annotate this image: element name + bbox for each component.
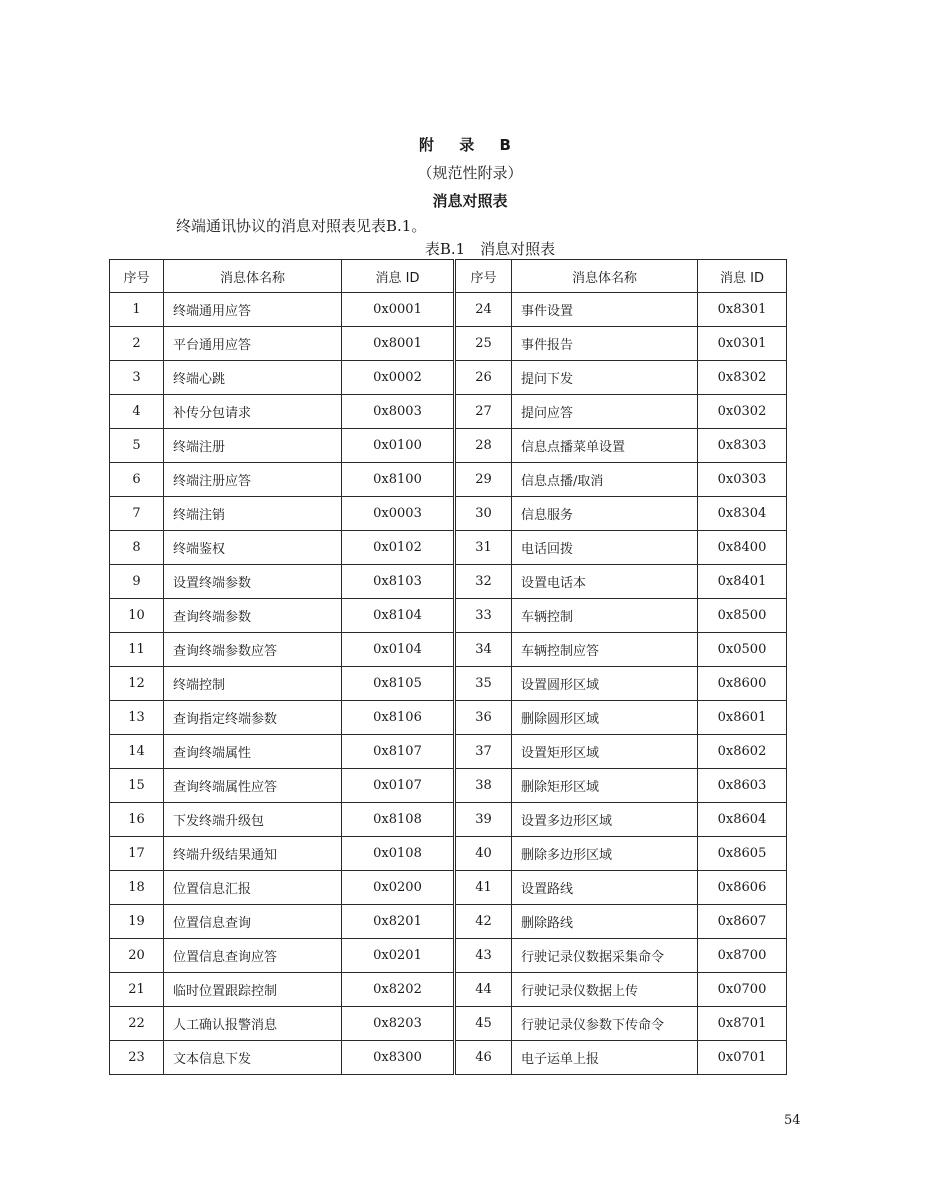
cell-seq-right: 31 [455, 531, 512, 565]
cell-seq-right: 29 [455, 463, 512, 497]
cell-name-right: 提问下发 [512, 361, 698, 395]
cell-name-left: 查询终端属性 [164, 735, 342, 769]
cell-id-right: 0x0700 [698, 973, 787, 1007]
cell-name-left: 查询终端参数应答 [164, 633, 342, 667]
cell-name-left: 终端通用应答 [164, 293, 342, 327]
cell-name-left: 人工确认报警消息 [164, 1007, 342, 1041]
cell-id-left: 0x8104 [342, 599, 455, 633]
cell-seq-right: 33 [455, 599, 512, 633]
cell-name-right: 删除路线 [512, 905, 698, 939]
table-row [110, 939, 787, 973]
cell-name-right: 设置矩形区域 [512, 735, 698, 769]
table-row [110, 735, 787, 769]
table-row [110, 565, 787, 599]
cell-id-right: 0x8603 [698, 769, 787, 803]
header-name-right: 消息体名称 [512, 260, 698, 293]
cell-name-right: 事件报告 [512, 327, 698, 361]
cell-seq-left: 4 [110, 395, 164, 429]
cell-name-left: 查询终端参数 [164, 599, 342, 633]
cell-seq-left: 18 [110, 871, 164, 905]
table-row [110, 803, 787, 837]
cell-seq-left: 1 [110, 293, 164, 327]
cell-name-left: 位置信息查询应答 [164, 939, 342, 973]
header-id-right: 消息 ID [698, 260, 787, 293]
cell-name-left: 终端注册 [164, 429, 342, 463]
cell-seq-left: 2 [110, 327, 164, 361]
cell-id-left: 0x8103 [342, 565, 455, 599]
cell-id-right: 0x8600 [698, 667, 787, 701]
cell-id-right: 0x0500 [698, 633, 787, 667]
cell-name-left: 查询指定终端参数 [164, 701, 342, 735]
cell-id-left: 0x8003 [342, 395, 455, 429]
table-row [110, 497, 787, 531]
cell-id-right: 0x0701 [698, 1041, 787, 1075]
cell-seq-left: 3 [110, 361, 164, 395]
cell-id-right: 0x8604 [698, 803, 787, 837]
cell-id-left: 0x0001 [342, 293, 455, 327]
cell-seq-left: 16 [110, 803, 164, 837]
table-row [110, 973, 787, 1007]
table-row [110, 531, 787, 565]
cell-seq-left: 12 [110, 667, 164, 701]
cell-id-left: 0x8106 [342, 701, 455, 735]
cell-seq-right: 40 [455, 837, 512, 871]
page-number: 54 [784, 1113, 801, 1128]
cell-seq-left: 6 [110, 463, 164, 497]
cell-seq-left: 11 [110, 633, 164, 667]
cell-id-left: 0x8107 [342, 735, 455, 769]
cell-seq-left: 5 [110, 429, 164, 463]
table-row [110, 667, 787, 701]
cell-seq-left: 10 [110, 599, 164, 633]
cell-name-right: 车辆控制 [512, 599, 698, 633]
table-row [110, 769, 787, 803]
cell-id-right: 0x8401 [698, 565, 787, 599]
cell-id-right: 0x8400 [698, 531, 787, 565]
cell-id-left: 0x8001 [342, 327, 455, 361]
cell-seq-right: 35 [455, 667, 512, 701]
cell-name-right: 信息点播/取消 [512, 463, 698, 497]
table-row [110, 837, 787, 871]
cell-name-left: 设置终端参数 [164, 565, 342, 599]
cell-id-right: 0x8701 [698, 1007, 787, 1041]
cell-id-left: 0x0108 [342, 837, 455, 871]
appendix-subheading: （规范性附录） [417, 164, 523, 182]
cell-name-right: 设置圆形区域 [512, 667, 698, 701]
cell-seq-left: 19 [110, 905, 164, 939]
cell-id-left: 0x0003 [342, 497, 455, 531]
cell-seq-right: 28 [455, 429, 512, 463]
cell-seq-right: 30 [455, 497, 512, 531]
cell-name-right: 删除圆形区域 [512, 701, 698, 735]
cell-id-left: 0x0100 [342, 429, 455, 463]
header-id-left: 消息 ID [342, 260, 455, 293]
cell-id-left: 0x0002 [342, 361, 455, 395]
cell-seq-right: 34 [455, 633, 512, 667]
cell-seq-left: 14 [110, 735, 164, 769]
cell-id-right: 0x8602 [698, 735, 787, 769]
cell-id-right: 0x8607 [698, 905, 787, 939]
cell-name-right: 行驶记录仪数据上传 [512, 973, 698, 1007]
cell-id-left: 0x8300 [342, 1041, 455, 1075]
cell-name-left: 下发终端升级包 [164, 803, 342, 837]
table-row [110, 905, 787, 939]
cell-name-left: 终端升级结果通知 [164, 837, 342, 871]
cell-name-right: 提问应答 [512, 395, 698, 429]
cell-id-left: 0x0104 [342, 633, 455, 667]
cell-id-left: 0x0201 [342, 939, 455, 973]
cell-name-right: 事件设置 [512, 293, 698, 327]
cell-id-right: 0x0302 [698, 395, 787, 429]
cell-id-right: 0x8303 [698, 429, 787, 463]
table-caption: 表B.1 消息对照表 [424, 240, 556, 258]
cell-seq-left: 20 [110, 939, 164, 973]
cell-name-left: 终端心跳 [164, 361, 342, 395]
header-name-left: 消息体名称 [164, 260, 342, 293]
cell-seq-left: 22 [110, 1007, 164, 1041]
cell-seq-left: 8 [110, 531, 164, 565]
cell-name-left: 位置信息汇报 [164, 871, 342, 905]
cell-seq-left: 17 [110, 837, 164, 871]
cell-seq-right: 45 [455, 1007, 512, 1041]
cell-seq-right: 41 [455, 871, 512, 905]
cell-seq-left: 9 [110, 565, 164, 599]
appendix-title: 消息对照表 [432, 192, 508, 210]
cell-id-right: 0x8304 [698, 497, 787, 531]
header-seq-left: 序号 [110, 260, 164, 293]
cell-id-left: 0x0107 [342, 769, 455, 803]
cell-name-left: 终端控制 [164, 667, 342, 701]
table-row [110, 429, 787, 463]
header-seq-right: 序号 [455, 260, 512, 293]
table-row [110, 1041, 787, 1075]
cell-id-left: 0x8100 [342, 463, 455, 497]
table-row [110, 633, 787, 667]
cell-seq-left: 15 [110, 769, 164, 803]
cell-seq-right: 27 [455, 395, 512, 429]
cell-name-right: 电子运单上报 [512, 1041, 698, 1075]
cell-id-right: 0x8601 [698, 701, 787, 735]
cell-name-left: 终端鉴权 [164, 531, 342, 565]
cell-seq-right: 36 [455, 701, 512, 735]
cell-name-left: 临时位置跟踪控制 [164, 973, 342, 1007]
cell-seq-right: 46 [455, 1041, 512, 1075]
cell-id-right: 0x8605 [698, 837, 787, 871]
table-row [110, 871, 787, 905]
cell-name-left: 平台通用应答 [164, 327, 342, 361]
cell-seq-right: 26 [455, 361, 512, 395]
intro-paragraph: 终端通讯协议的消息对照表见表B.1。 [176, 217, 427, 235]
cell-seq-left: 21 [110, 973, 164, 1007]
cell-seq-right: 25 [455, 327, 512, 361]
cell-name-right: 设置路线 [512, 871, 698, 905]
cell-id-right: 0x8606 [698, 871, 787, 905]
cell-seq-right: 42 [455, 905, 512, 939]
cell-seq-right: 39 [455, 803, 512, 837]
cell-name-right: 删除矩形区域 [512, 769, 698, 803]
cell-name-right: 信息服务 [512, 497, 698, 531]
table-row [110, 463, 787, 497]
cell-id-right: 0x0301 [698, 327, 787, 361]
cell-seq-right: 37 [455, 735, 512, 769]
cell-seq-left: 13 [110, 701, 164, 735]
cell-id-left: 0x0200 [342, 871, 455, 905]
cell-name-left: 补传分包请求 [164, 395, 342, 429]
cell-id-left: 0x8108 [342, 803, 455, 837]
cell-seq-right: 32 [455, 565, 512, 599]
table-row [110, 701, 787, 735]
cell-name-right: 车辆控制应答 [512, 633, 698, 667]
cell-seq-left: 23 [110, 1041, 164, 1075]
cell-id-right: 0x8301 [698, 293, 787, 327]
cell-id-left: 0x0102 [342, 531, 455, 565]
cell-name-right: 行驶记录仪数据采集命令 [512, 939, 698, 973]
cell-id-left: 0x8203 [342, 1007, 455, 1041]
cell-name-left: 查询终端属性应答 [164, 769, 342, 803]
cell-name-right: 设置电话本 [512, 565, 698, 599]
message-table [109, 259, 787, 1075]
cell-name-left: 位置信息查询 [164, 905, 342, 939]
table-row [110, 395, 787, 429]
cell-id-right: 0x8700 [698, 939, 787, 973]
cell-name-right: 电话回拨 [512, 531, 698, 565]
cell-name-left: 终端注册应答 [164, 463, 342, 497]
table-row [110, 361, 787, 395]
table-body [110, 293, 787, 1075]
cell-id-right: 0x0303 [698, 463, 787, 497]
table-row [110, 1007, 787, 1041]
cell-name-right: 删除多边形区域 [512, 837, 698, 871]
cell-id-right: 0x8500 [698, 599, 787, 633]
table-row [110, 293, 787, 327]
cell-id-left: 0x8202 [342, 973, 455, 1007]
cell-seq-right: 44 [455, 973, 512, 1007]
cell-seq-right: 43 [455, 939, 512, 973]
table-row [110, 327, 787, 361]
cell-name-right: 行驶记录仪参数下传命令 [512, 1007, 698, 1041]
cell-name-left: 文本信息下发 [164, 1041, 342, 1075]
cell-id-right: 0x8302 [698, 361, 787, 395]
cell-seq-left: 7 [110, 497, 164, 531]
cell-name-left: 终端注销 [164, 497, 342, 531]
cell-id-left: 0x8105 [342, 667, 455, 701]
appendix-heading: 附 录 B [419, 136, 521, 154]
cell-seq-right: 24 [455, 293, 512, 327]
table-header-row [110, 260, 787, 293]
cell-id-left: 0x8201 [342, 905, 455, 939]
table-row [110, 599, 787, 633]
cell-seq-right: 38 [455, 769, 512, 803]
cell-name-right: 信息点播菜单设置 [512, 429, 698, 463]
cell-name-right: 设置多边形区域 [512, 803, 698, 837]
